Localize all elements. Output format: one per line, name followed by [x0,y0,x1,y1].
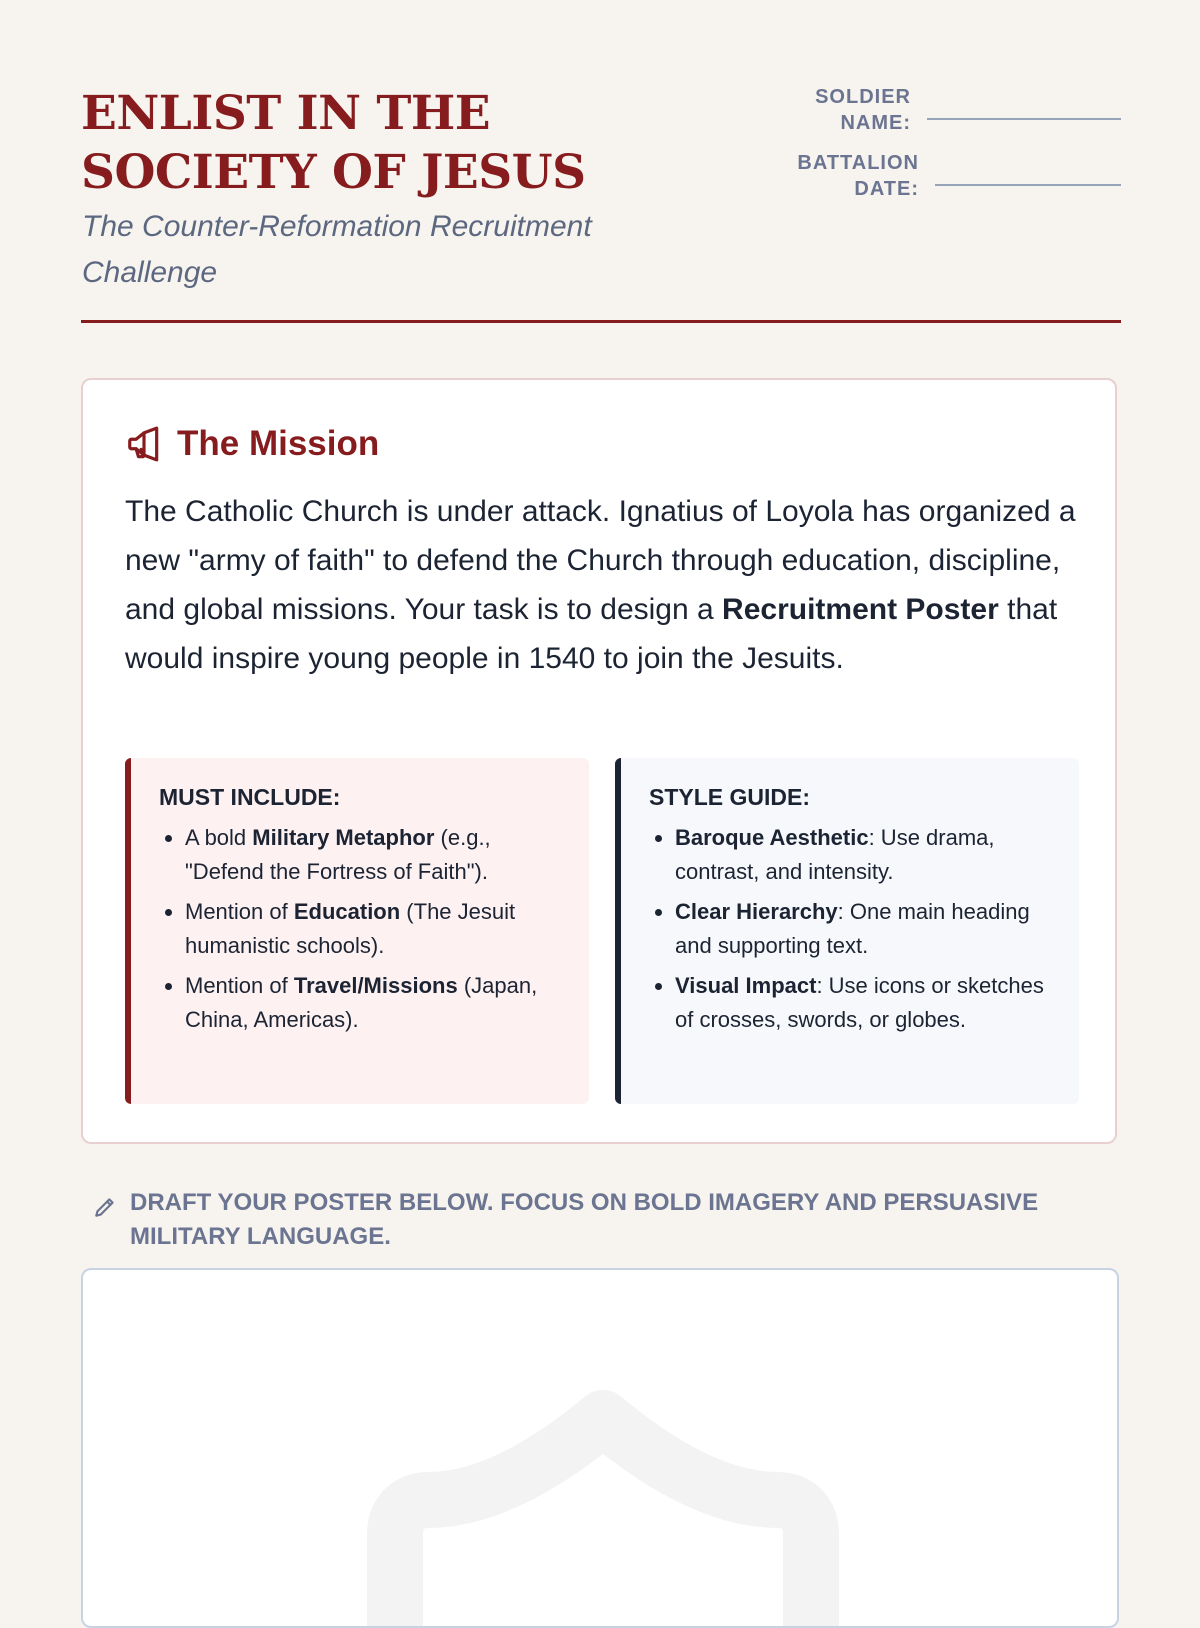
student-info-fields [761,84,1121,216]
mission-title: The Mission [177,424,380,463]
list-item: • A bold Military Metaphor (e.g., "Defend the Fortress of Faith"). [185,821,565,889]
battalion-date-input-line[interactable] [935,184,1121,186]
header-divider [81,320,1121,323]
list-item: • Visual Impact: Use icons or sketches of crosses, swords, or globes. [675,969,1055,1037]
soldier-name-field [761,84,1121,142]
mission-card [81,378,1117,1144]
mission-description: The Catholic Church is under attack. Ignatius of Loyola has organized a new "army of faith" to defend the Church through education, discipline, and global missions. Your task is to design a Recruitment Poster that would inspire young people in 1540 to join the Jesuits. [125,495,1076,675]
draft-instruction [92,1186,1122,1254]
megaphone-icon [125,425,163,463]
style-guide-heading: STYLE GUIDE: [649,784,811,810]
must-include-heading: MUST INCLUDE: [159,784,341,810]
shield-icon [353,1388,853,1628]
style-guide-box [615,758,1079,1104]
page-header [81,84,1121,324]
list-item: • Mention of Education (The Jesuit humanistic schools). [185,895,565,963]
must-include-box [125,758,589,1104]
list-item: • Clear Hierarchy: One main heading and supporting text. [675,895,1055,963]
style-guide-list [649,821,1055,1037]
battalion-date-field [761,150,1121,208]
battalion-date-label: BATTALION DATE: [797,152,919,200]
list-item: • Mention of Travel/Missions (Japan, China, Americas). [185,969,565,1037]
pencil-icon [92,1194,118,1220]
must-include-list [159,821,565,1037]
poster-drawing-area[interactable] [81,1268,1119,1628]
soldier-name-label: SOLDIER NAME: [815,86,911,134]
mission-heading [125,422,379,466]
page-subtitle: The Counter-Reformation Recruitment Challenge [82,210,592,289]
draft-instruction-text: DRAFT YOUR POSTER BELOW. FOCUS ON BOLD IMAGERY AND PERSUASIVE MILITARY LANGUAGE. [130,1189,1039,1250]
list-item: • Baroque Aesthetic: Use drama, contrast, and intensity. [675,821,1055,889]
soldier-name-input-line[interactable] [927,118,1121,120]
page-title: ENLIST IN THE SOCIETY OF JESUS [81,86,586,200]
